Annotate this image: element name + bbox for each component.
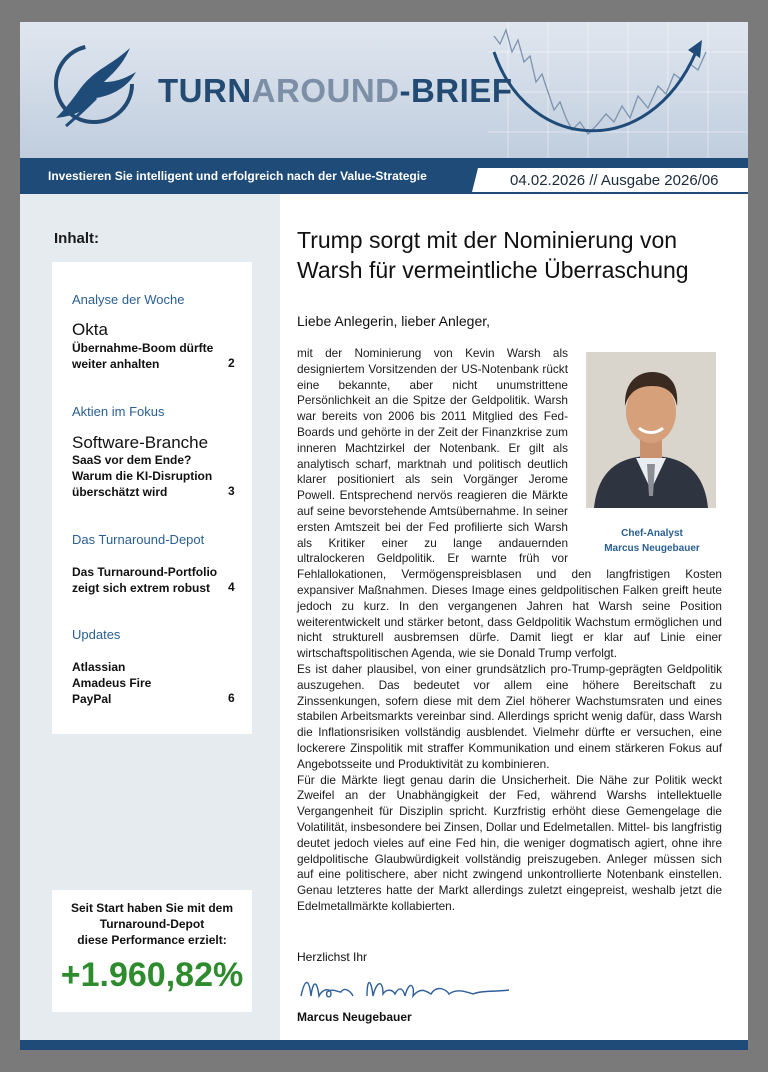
footer-bar	[20, 1040, 748, 1050]
toc-subtitle-line: Warum die KI-Disruption	[72, 469, 213, 483]
photo-caption-name: Marcus Neugebauer	[604, 543, 700, 554]
toc-title: Software-Branche	[72, 433, 209, 452]
toc-subtitle	[72, 659, 151, 707]
stock-chart-graphic	[488, 22, 748, 158]
table-of-contents	[52, 262, 252, 734]
toc-subtitle	[72, 340, 213, 372]
toc-subtitle-line: Atlassian	[72, 660, 126, 674]
performance-text	[52, 900, 252, 948]
issue-date: 04.02.2026 // Ausgabe 2026/06	[510, 172, 719, 189]
brand-part-3: -BRIEF	[399, 72, 513, 109]
brand-part-1: TURN	[158, 72, 252, 109]
performance-text-line: Seit Start haben Sie mit dem	[70, 901, 234, 915]
newsletter-page	[20, 22, 748, 1050]
author-portrait-image	[586, 352, 716, 508]
article-body	[297, 346, 722, 915]
toc-title: Okta	[72, 320, 108, 339]
author-photo-block	[582, 352, 722, 556]
toc-subtitle-line: PayPal	[72, 692, 112, 706]
toc-page-number: 4	[228, 580, 235, 594]
toc-subtitle-line: SaaS vor dem Ende?	[72, 453, 192, 467]
performance-text-line: diese Performance erzielt:	[77, 933, 227, 947]
phoenix-logo-icon	[46, 38, 142, 134]
signature-name: Marcus Neugebauer	[297, 1010, 412, 1024]
toc-subtitle-line: Das Turnaround-Portfolio	[72, 565, 218, 579]
article-paragraph: mit der Nominierung von Kevin Warsh als designiertem Vorsitzenden der US-Notenbank rückt eine bekannte, aber nicht unumstrittene Persönlichkeit an die Spitze der Geldpolitik. Warsh war bereits von 2006 bis 2011 Mitglied des Fed-Boards und gehörte in der Zeit der Finanzkrise zum inneren Machtzirkel der Notenbank. Er gilt als analytisch scharf, marktnah und politisch deutlich klarer positioniert als sein Vorgänger Jerome Powell. Entsprechend nervös reagieren die Märkte auf seine bevorstehende Amtsübernahme. In seiner ersten Amtszeit bei der Fed profilierte sich Warsh als Kritiker einer zu lange andauernden ultralockeren Geldpolitik. Er warnte früh vor Fehlallokationen, Vermögenspreisblasen und den langfristigen Kosten expansiver Maßnahmen. Dieses Image eines geldpolitischen Falken greift heute jedoch zu kurz. In den vergangenen Jahren hat Warsh seine Position weiterentwickelt und stärker betont, dass Geldpolitik Wachstum ermöglichen und nicht strukturell ausbremsen dürfe. Damit liegt er klar auf Linie einer wirtschaftspolitischen Agenda, wie sie Donald Trump verfolgt.	[297, 346, 722, 661]
toc-subtitle	[72, 564, 217, 596]
toc-page-number: 2	[228, 356, 235, 370]
toc-subtitle-line: Amadeus Fire	[72, 676, 152, 690]
performance-box	[52, 890, 252, 1012]
toc-section-label: Analyse der Woche	[72, 292, 185, 307]
article-headline: Trump sorgt mit der Nominierung von Warsh für vermeintliche Überraschung	[297, 227, 689, 283]
brand-part-2: AROUND	[251, 72, 400, 109]
contents-label: Inhalt:	[54, 230, 99, 247]
toc-subtitle-line: zeigt sich extrem robust	[72, 581, 211, 595]
closing-phrase: Herzlichst Ihr	[297, 950, 368, 964]
signature-image	[297, 970, 517, 1006]
article-paragraph: Für die Märkte liegt genau darin die Unsicherheit. Die Nähe zur Politik weckt Zweifel an der Unabhängigkeit der Fed, während Warshs intellektuelle Vergangenheit für Disziplin spricht. Kurzfristig erhöht diese Gemengelage die Volatilität, insbesondere bei Zinsen, Dollar und Edelmetallen. Mittel- bis langfristig deutet jedoch vieles auf eine Fed hin, die weniger dogmatisch agiert, ohne ihre geldpolitische Glaubwürdigkeit vollständig preiszugeben. Anleger müssen sich auf eine politischere, aber nicht zwingend unkontrollierte Notenbank einstellen. Genau letzteres hatte der Markt allerdings zuletzt eingepreist, weshalb jetzt die Edelmetallmärkte kollabierten.	[297, 772, 722, 913]
article-paragraph: Es ist daher plausibel, von einer grundsätzlich pro-Trump-geprägten Geldpolitik auszugehen. Das bedeutet vor allem eine höhere Bereitschaft zu Zinssenkungen, sofern diese mit dem Ziel höherer Wachstumsraten und eines stabilen Arbeitsmarkts vereinbar sind. Allerdings spricht wenig dafür, dass Warsh die Inflationsrisiken vollständig ausblendet. Vielmehr dürfte er versuchen, eine lockerere Zinspolitik mit straffer Kommunikation und einem stärkeren Fokus auf Angebotsseite und Produktivität zu kombinieren.	[297, 661, 722, 771]
performance-text-line: Turnaround-Depot	[99, 917, 205, 931]
toc-subtitle-line: weiter anhalten	[72, 357, 160, 371]
author-photo	[586, 352, 716, 508]
toc-subtitle-line: Übernahme-Boom dürfte	[72, 341, 214, 355]
article-greeting: Liebe Anlegerin, lieber Anleger,	[297, 313, 491, 329]
tagline: Investieren Sie intelligent und erfolgreich nach der Value-Strategie	[48, 169, 427, 183]
masthead	[20, 22, 748, 158]
toc-subtitle	[72, 452, 212, 500]
toc-section-label: Das Turnaround-Depot	[72, 532, 205, 547]
toc-page-number: 6	[228, 691, 235, 705]
performance-value: +1.960,82%	[60, 956, 244, 994]
toc-section-label: Aktien im Fokus	[72, 404, 165, 419]
photo-caption-role: Chef-Analyst	[621, 528, 683, 539]
photo-caption	[582, 526, 722, 556]
brand-title	[158, 72, 512, 110]
toc-subtitle-line: überschätzt wird	[72, 485, 168, 499]
toc-page-number: 3	[228, 484, 235, 498]
toc-section-label: Updates	[72, 627, 121, 642]
